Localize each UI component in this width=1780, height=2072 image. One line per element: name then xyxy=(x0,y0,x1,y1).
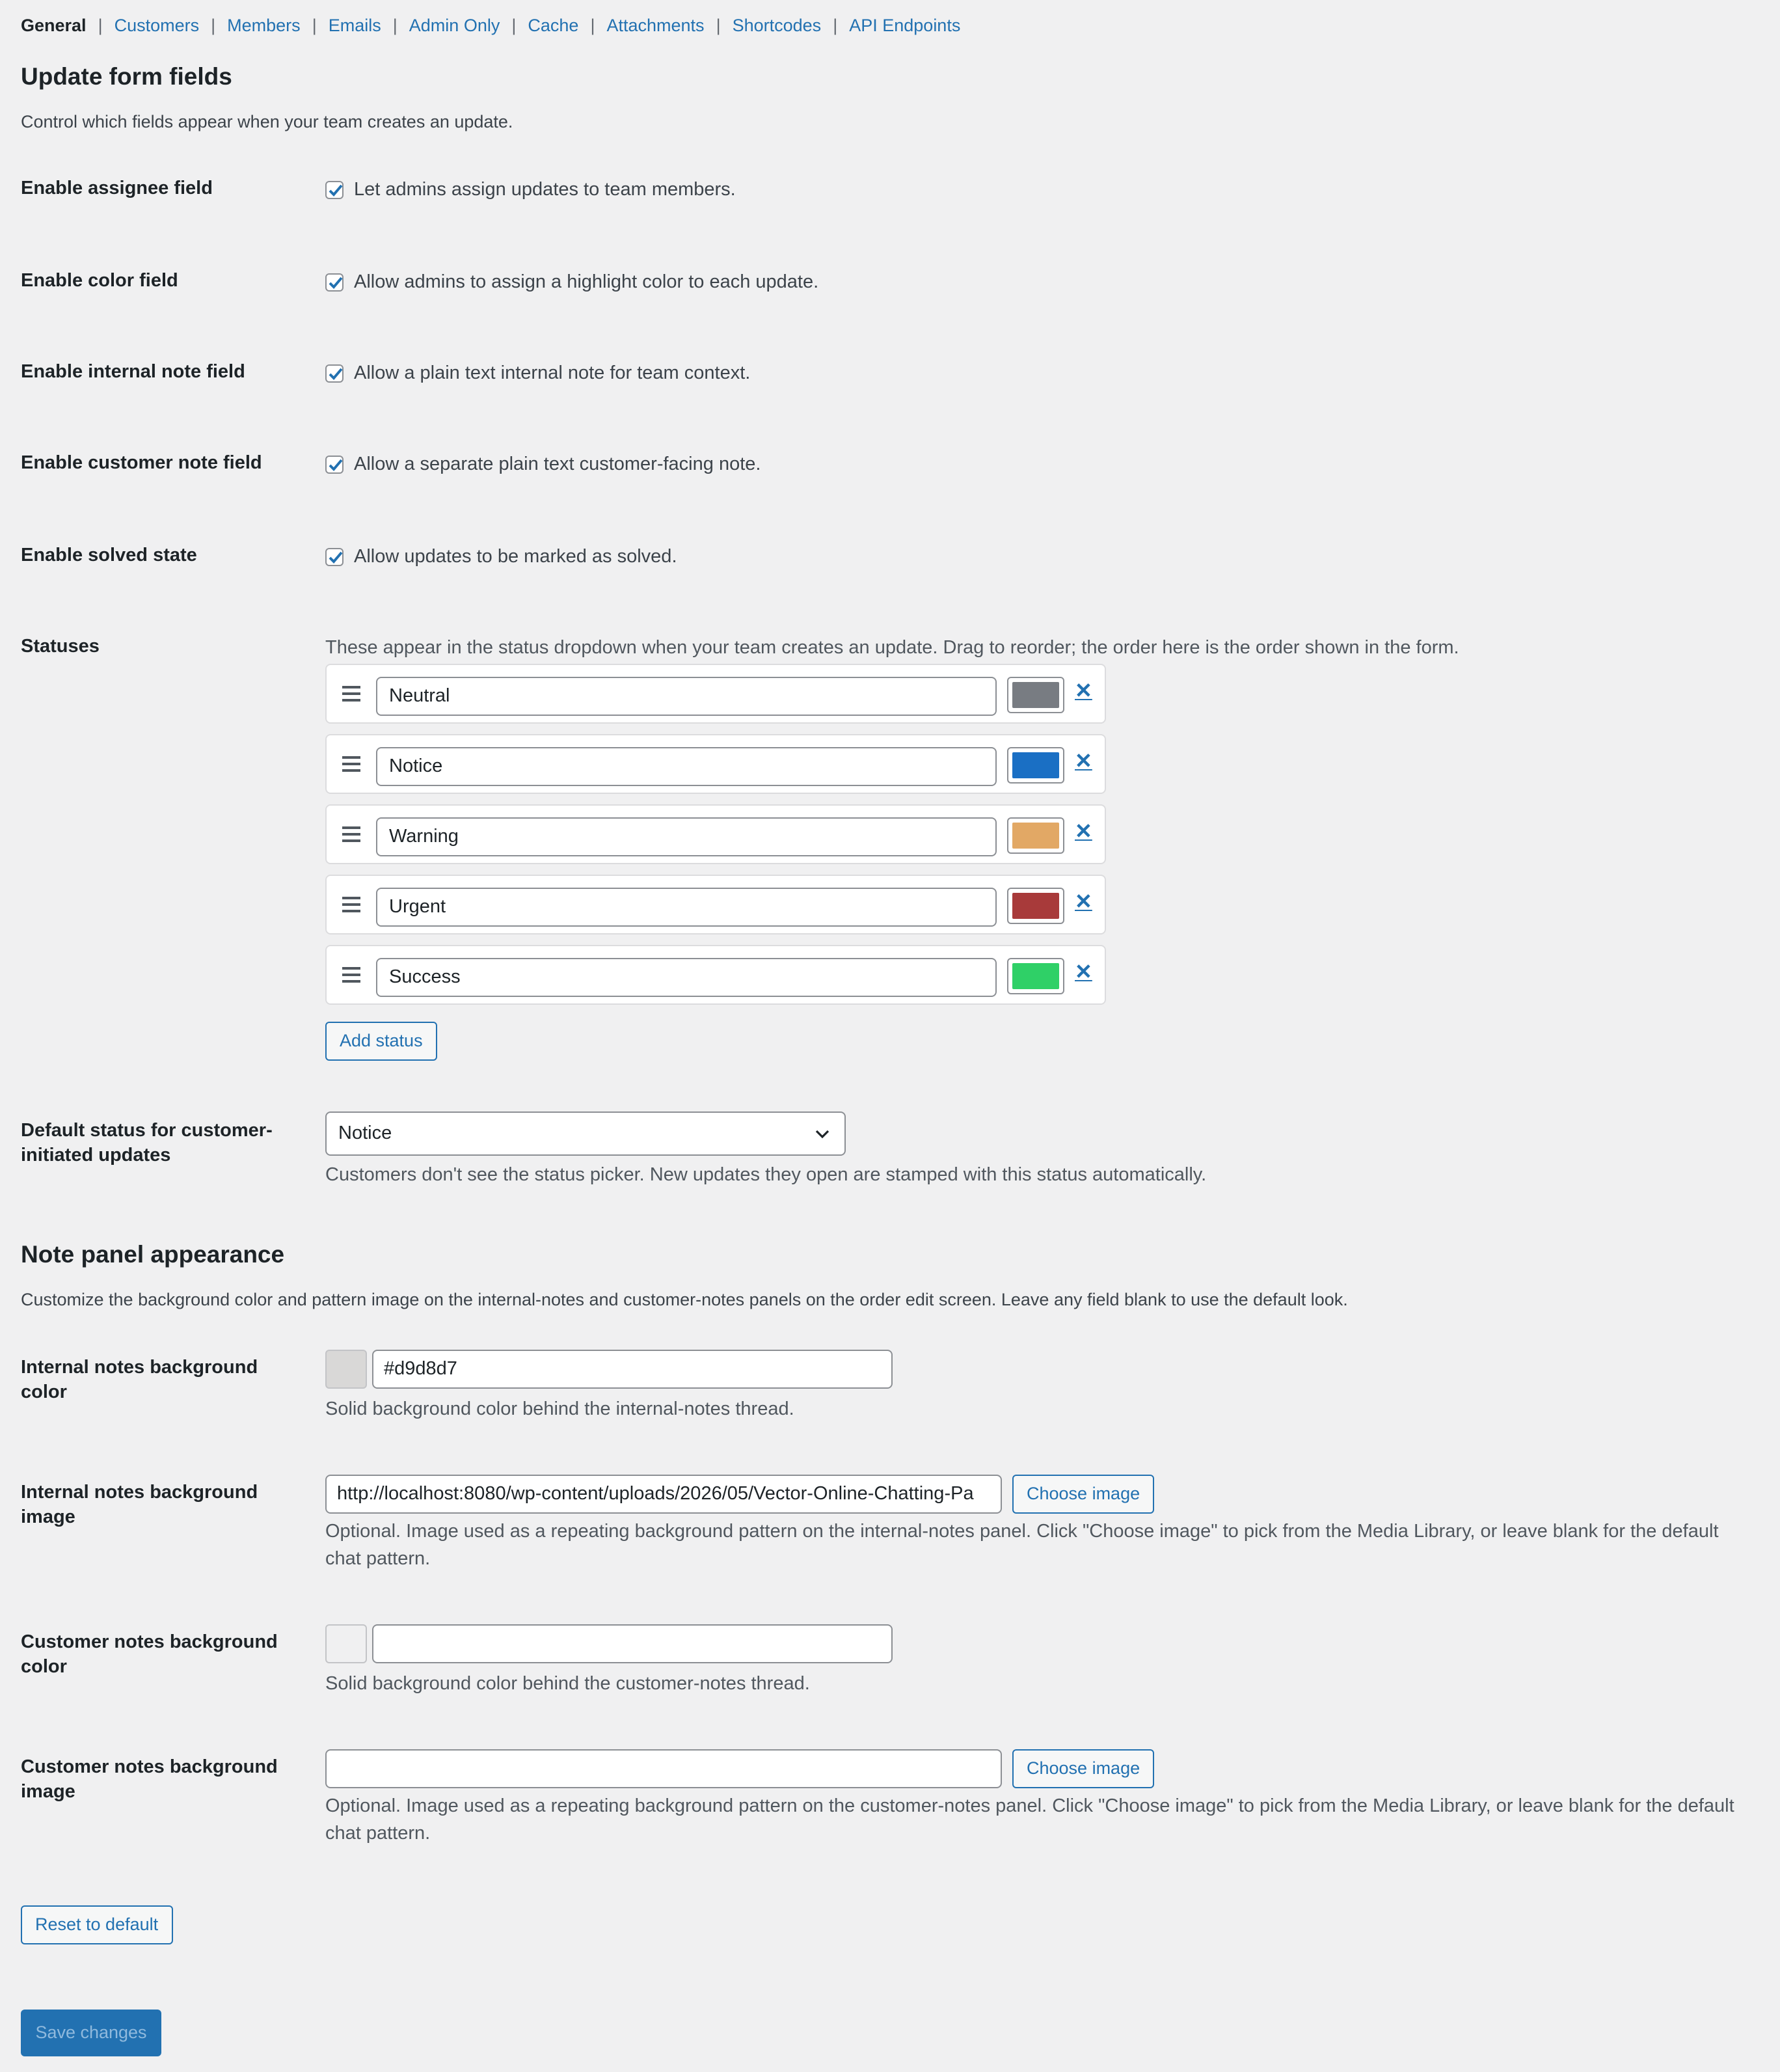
internal-color-swatch[interactable] xyxy=(325,1350,367,1389)
tab-general[interactable]: General xyxy=(21,16,87,35)
customer-note-field-option xyxy=(325,453,761,476)
status-name-input[interactable]: Neutral xyxy=(376,677,997,716)
tab-separator: | xyxy=(511,16,517,35)
customer-image-url-input[interactable] xyxy=(325,1749,1002,1788)
customer-color-description: Solid background color behind the customer-notes thread. xyxy=(325,1674,810,1695)
internal-image-description: Optional. Image used as a repeating background pattern on the internal-notes panel. Click "Choose image" to pick from the Media Library, or leave blank for the default chat pattern. xyxy=(325,1521,1719,1569)
remove-status-button[interactable]: ✕ xyxy=(1075,892,1092,914)
color-field-option xyxy=(325,271,818,294)
statuses-label: Statuses xyxy=(21,636,100,657)
status-name-input[interactable]: Warning xyxy=(376,817,997,856)
tab-emails[interactable]: Emails xyxy=(328,16,381,35)
checkmark-icon xyxy=(325,547,346,567)
status-color-swatch xyxy=(1012,893,1059,919)
remove-status-button[interactable]: ✕ xyxy=(1075,751,1092,773)
tab-api-endpoints[interactable]: API Endpoints xyxy=(849,16,961,35)
chevron-down-icon xyxy=(813,1125,831,1143)
drag-handle-icon[interactable] xyxy=(342,756,360,772)
checkmark-icon xyxy=(325,180,346,200)
checkmark-icon xyxy=(325,272,346,293)
assignee-field-checkbox[interactable] xyxy=(325,181,344,199)
internal-color-label: Internal notes background color xyxy=(21,1357,258,1402)
default-status-description: Customers don't see the status picker. New updates they open are stamped with this status automatically. xyxy=(325,1165,1207,1186)
assignee-field-text: Let admins assign updates to team members. xyxy=(354,180,736,200)
internal-note-field-text: Allow a plain text internal note for team context. xyxy=(354,363,751,384)
tab-separator: | xyxy=(716,16,721,35)
customer-note-field-label: Enable customer note field xyxy=(21,453,262,474)
statuses-description: These appear in the status dropdown when your team creates an update. Drag to reorder; the order here is the order shown in the form. xyxy=(325,638,1459,659)
checkmark-icon xyxy=(325,363,346,384)
color-field-text: Allow admins to assign a highlight color to each update. xyxy=(354,272,819,293)
color-field-checkbox[interactable] xyxy=(325,273,344,292)
internal-note-field-checkbox[interactable] xyxy=(325,364,344,383)
remove-status-button[interactable]: ✕ xyxy=(1075,681,1092,703)
tab-separator: | xyxy=(590,16,595,35)
section-heading-update-form: Update form fields xyxy=(21,62,232,90)
status-row xyxy=(325,734,1106,794)
drag-handle-icon[interactable] xyxy=(342,686,360,702)
status-row xyxy=(325,875,1106,934)
tab-separator: | xyxy=(312,16,317,35)
tab-separator: | xyxy=(211,16,216,35)
status-color-picker[interactable] xyxy=(1007,677,1064,713)
default-status-label: Default status for customer-initiated updates xyxy=(21,1121,273,1166)
status-color-swatch xyxy=(1012,752,1059,778)
section-description-update-form: Control which fields appear when your team creates an update. xyxy=(21,112,513,131)
status-row xyxy=(325,804,1106,864)
tab-separator: | xyxy=(392,16,398,35)
tab-separator: | xyxy=(98,16,103,35)
internal-choose-image-button[interactable]: Choose image xyxy=(1012,1475,1154,1514)
drag-handle-icon[interactable] xyxy=(342,897,360,912)
status-name-input[interactable]: Success xyxy=(376,958,997,997)
tab-customers[interactable]: Customers xyxy=(114,16,200,35)
internal-note-field-option xyxy=(325,362,750,385)
remove-status-button[interactable]: ✕ xyxy=(1075,962,1092,984)
checkmark-icon xyxy=(325,454,346,475)
tab-members[interactable]: Members xyxy=(227,16,301,35)
solved-state-option xyxy=(325,545,677,569)
drag-handle-icon[interactable] xyxy=(342,826,360,842)
customer-color-label: Customer notes background color xyxy=(21,1632,278,1677)
reset-to-default-button[interactable]: Reset to default xyxy=(21,1905,172,1944)
internal-color-description: Solid background color behind the internal-notes thread. xyxy=(325,1399,794,1420)
section-heading-note-panel: Note panel appearance xyxy=(21,1240,285,1268)
default-status-value: Notice xyxy=(338,1123,392,1144)
customer-note-field-text: Allow a separate plain text customer-facing note. xyxy=(354,454,761,475)
solved-state-text: Allow updates to be marked as solved. xyxy=(354,547,677,567)
section-description-note-panel: Customize the background color and pattern image on the internal-notes and customer-notes panels on the order edit screen. Leave any field blank to use the default look. xyxy=(21,1290,1348,1309)
add-status-button[interactable]: Add status xyxy=(325,1022,437,1061)
status-color-swatch xyxy=(1012,823,1059,849)
status-name-input[interactable]: Notice xyxy=(376,747,997,786)
status-color-picker[interactable] xyxy=(1007,747,1064,784)
assignee-field-option xyxy=(325,178,736,202)
status-name-input[interactable]: Urgent xyxy=(376,888,997,927)
status-color-picker[interactable] xyxy=(1007,817,1064,854)
internal-image-label: Internal notes background image xyxy=(21,1482,258,1527)
default-status-select[interactable] xyxy=(325,1111,846,1156)
internal-color-input[interactable]: #d9d8d7 xyxy=(372,1350,893,1389)
save-changes-button[interactable]: Save changes xyxy=(21,2010,161,2056)
tab-attachments[interactable]: Attachments xyxy=(606,16,705,35)
status-color-picker[interactable] xyxy=(1007,958,1064,994)
settings-tabs xyxy=(21,14,960,36)
remove-status-button[interactable]: ✕ xyxy=(1075,821,1092,843)
customer-choose-image-button[interactable]: Choose image xyxy=(1012,1749,1154,1788)
solved-state-label: Enable solved state xyxy=(21,545,197,566)
assignee-field-label: Enable assignee field xyxy=(21,178,213,199)
color-field-label: Enable color field xyxy=(21,271,178,292)
tab-admin-only[interactable]: Admin Only xyxy=(409,16,500,35)
customer-color-swatch[interactable] xyxy=(325,1624,367,1663)
status-row xyxy=(325,945,1106,1005)
customer-image-label: Customer notes background image xyxy=(21,1757,278,1802)
internal-note-field-label: Enable internal note field xyxy=(21,362,245,383)
status-row xyxy=(325,664,1106,724)
status-color-picker[interactable] xyxy=(1007,888,1064,924)
tab-cache[interactable]: Cache xyxy=(528,16,579,35)
status-color-swatch xyxy=(1012,682,1059,708)
tab-shortcodes[interactable]: Shortcodes xyxy=(732,16,822,35)
customer-image-description: Optional. Image used as a repeating background pattern on the customer-notes panel. Click "Choose image" to pick from the Media Library, or leave blank for the default chat pattern. xyxy=(325,1796,1734,1844)
status-color-swatch xyxy=(1012,963,1059,989)
customer-note-field-checkbox[interactable] xyxy=(325,456,344,474)
internal-image-url-input[interactable]: http://localhost:8080/wp-content/uploads/2026/05/Vector-Online-Chatting-Pa xyxy=(325,1475,1002,1514)
customer-color-input[interactable] xyxy=(372,1624,893,1663)
drag-handle-icon[interactable] xyxy=(342,967,360,983)
solved-state-checkbox[interactable] xyxy=(325,548,344,566)
tab-separator: | xyxy=(833,16,838,35)
